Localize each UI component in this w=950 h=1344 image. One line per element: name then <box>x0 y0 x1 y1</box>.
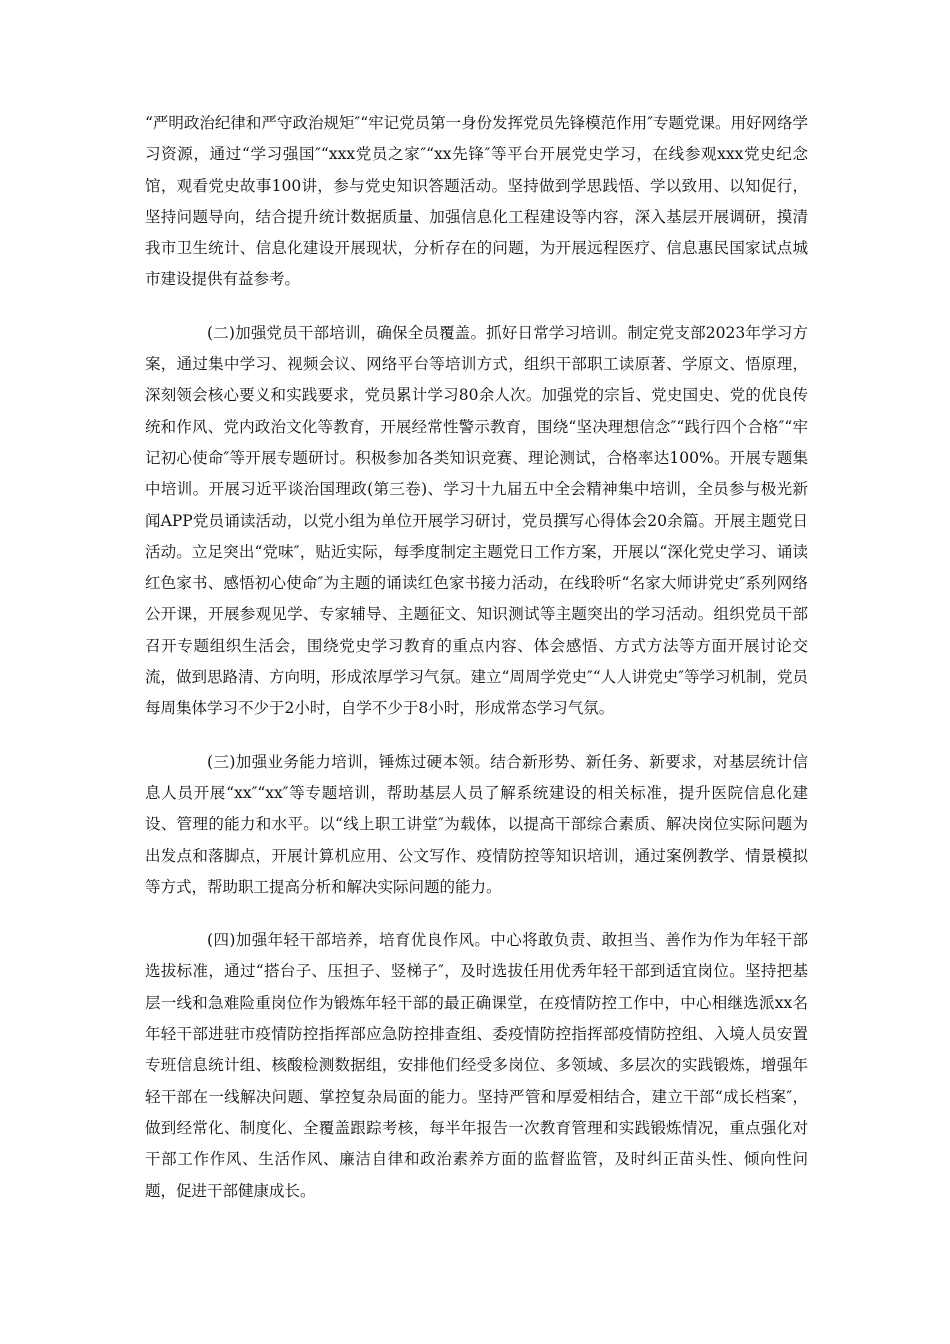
paragraph-young-cadres: (四)加强年轻干部培养，培育优良作风。中心将敢负责、敢担当、善作为作为年轻干部选拔标准，通过“搭台子、压担子、竖梯子″，及时选拔任用优秀年轻干部到适宜岗位。坚持把基层一线和急难险重岗位作为锻炼年轻干部的最正确课堂，在疫情防控工作中，中心相继选派xx名年轻干部进驻市疫情防控指挥部应急防控排查组、委疫情防控指挥部疫情防控组、入境人员安置专班信息统计组、核酸检测数据组，安排他们经受多岗位、多领域、多层次的实践锻炼，增强年轻干部在一线解决问题、掌控复杂局面的能力。坚持严管和厚爱相结合，建立干部“成长档案″，做到经常化、制度化、全覆盖跟踪考核，每半年报告一次教育管理和实践锻炼情况，重点强化对干部工作作风、生活作风、廉洁自律和政治素养方面的监督监管，及时纠正苗头性、倾向性问题，促进干部健康成长。 <box>145 931 808 1200</box>
paragraph-business-training: (三)加强业务能力培训，锤炼过硬本领。结合新形势、新任务、新要求，对基层统计信息人员开展“xx″“xx″等专题培训，帮助基层人员了解系统建设的相关标准，提升医院信息化建设、管理的能力和水平。以“线上职工讲堂″为载体，以提高干部综合素质、解决岗位实际问题为出发点和落脚点，开展计算机应用、公文写作、疫情防控等知识培训，通过案例教学、情景模拟等方式，帮助职工提高分析和解决实际问题的能力。 <box>145 752 808 896</box>
paragraph-member-training: (二)加强党员干部培训，确保全员覆盖。抓好日常学习培训。制定党支部2023年学习方案，通过集中学习、视频会议、网络平台等培训方式，组织干部职工读原著、学原文、悟原理，深刻领会核心要义和实践要求，党员累计学习80余人次。加强党的宗旨、党史国史、党的优良传统和作风、党内政治文化等教育，开展经常性警示教育，围绕“坚决理想信念″“践行四个合格″“牢记初心使命″等开展专题研讨。积极参加各类知识竞赛、理论测试，合格率达100%。开展专题集中培训。开展习近平谈治国理政(第三卷)、学习十九届五中全会精神集中培训，全员参与极光新闻APP党员诵读活动，以党小组为单位开展学习研讨，党员撰写心得体会20余篇。开展主题党日活动。立足突出“党味″，贴近实际，每季度制定主题党日工作方案，开展以“深化党史学习、诵读红色家书、感悟初心使命″为主题的诵读红色家书接力活动，在线聆听“名家大师讲党史″系列网络公开课，开展参观见学、专家辅导、主题征文、知识测试等主题突出的学习活动。组织党员干部召开专题组织生活会，围绕党史学习教育的重点内容、体会感悟、方式方法等方面开展讨论交流，做到思路清、方向明，形成浓厚学习气氛。建立“周周学党史″“人人讲党史″等学习机制，党员每周集体学习不少于2小时，自学不少于8小时，形成常态学习气氛。 <box>145 323 808 718</box>
document-body <box>145 108 808 1229</box>
paragraph-party-lessons: “严明政治纪律和严守政治规矩″“牢记党员第一身份发挥党员先锋模范作用″专题党课。用好网络学习资源，通过“学习强国″“xxx党员之家″“xx先锋″等平台开展党史学习，在线参观xxx党史纪念馆，观看党史故事100讲，参与党史知识答题活动。坚持做到学思践悟、学以致用、以知促行，坚持问题导向，结合提升统计数据质量、加强信息化工程建设等内容，深入基层开展调研，摸清我市卫生统计、信息化建设开展现状，分析存在的问题，为开展远程医疗、信息惠民国家试点城市建设提供有益参考。 <box>145 114 808 289</box>
